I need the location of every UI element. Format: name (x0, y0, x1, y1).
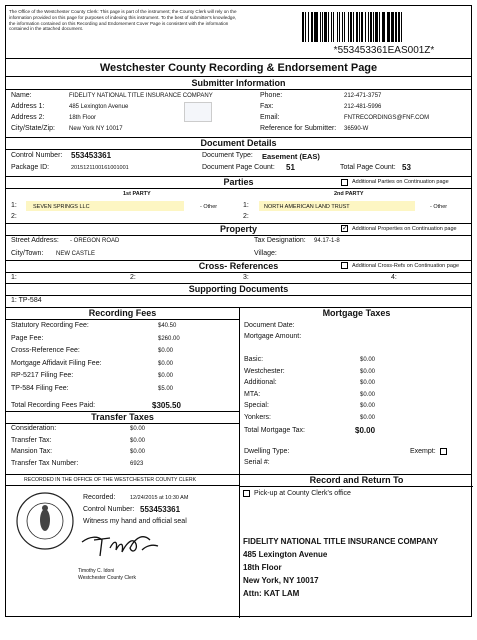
first-party-label: 1st PARTY (123, 191, 151, 197)
crossref-continuation-label: Additional Cross-Refs on Continuation page (352, 263, 460, 269)
clerk-signature-icon (80, 530, 160, 560)
recording-fees-heading: Recording Fees (88, 308, 157, 318)
submitter-city: New York NY 10017 (69, 126, 123, 132)
signature-text (84, 531, 91, 532)
rec-value-1: $260.00 (158, 335, 180, 342)
rec-label-1: Page Fee: (11, 334, 44, 342)
dwelling-type-label: Dwelling Type: (244, 448, 290, 455)
rec-value-2: $0.00 (158, 348, 174, 354)
total-pages: 53 (402, 163, 411, 172)
package-id: 2015121100161001001 (71, 165, 129, 171)
pickup-label: Pick-up at County Clerk's office (254, 490, 351, 497)
submitter-name: FIDELITY NATIONAL TITLE INSURANCE COMPANY (69, 93, 213, 99)
control-number: 553453361 (71, 151, 112, 160)
second-party-other: - Other (430, 204, 448, 210)
submitter-address2: 18th Floor (69, 115, 97, 121)
crossref-heading: Cross- References (198, 261, 279, 271)
mort-label-0: Basic: (244, 356, 264, 363)
address1-label: Address 1: (11, 103, 45, 110)
street-label: Street Address: (11, 237, 59, 244)
total-pages-label: Total Page Count: (340, 164, 396, 171)
mort-label-5: Yonkers: (244, 413, 271, 421)
tax-designation-label: Tax Designation: (254, 237, 306, 244)
submitter-email: FNTRECORDINGS@FNF.COM (344, 115, 430, 121)
doc-type: Easement (EAS) (262, 152, 320, 161)
transfer-taxes-heading: Transfer Taxes (91, 412, 154, 422)
party1-num1: 1: (11, 202, 17, 209)
xfer-label-1: Transfer Tax: (11, 436, 52, 444)
fax-label: Fax: (260, 103, 274, 110)
email-label: Email: (260, 114, 280, 121)
second-party-label: 2nd PARTY (334, 191, 364, 197)
clerk-name: Timothy C. Idoni (78, 568, 115, 574)
rec-value-0: $40.50 (158, 323, 177, 329)
phone-label: Phone: (260, 92, 283, 99)
mort-label-1: Westchester: (244, 367, 285, 375)
mort-value-2: $0.00 (360, 380, 376, 386)
name-label: Name: (11, 92, 32, 99)
total-mortgage-label: Total Mortgage Tax: (244, 427, 305, 434)
xfer-value-1: $0.00 (130, 437, 146, 444)
county-seal-icon (15, 491, 75, 551)
mort-value-5: $0.00 (360, 414, 376, 421)
doc-pages-label: Document Page Count: (202, 164, 275, 171)
serial-label: Serial #: (244, 459, 270, 466)
address2-label: Address 2: (11, 114, 45, 121)
mort-value-1: $0.00 (360, 368, 376, 375)
parties-heading: Parties (223, 177, 254, 187)
mort-label-2: Additional: (244, 379, 277, 386)
tax-designation: 94.17-1-8 (314, 238, 340, 244)
exempt-label: Exempt: (410, 448, 436, 455)
rec-label-2: Cross-Reference Fee: (11, 347, 80, 354)
crossref-4: 4: (391, 274, 397, 281)
crossref-continuation-checkbox[interactable] (341, 262, 348, 269)
witness-text: Witness my hand and official seal (83, 518, 187, 525)
return-line4: New York, NY 10017 (243, 576, 319, 585)
supporting-heading: Supporting Documents (188, 284, 289, 294)
crossref-1: 1: (11, 274, 17, 281)
header-notice: The Office of the Westchester County Clerk: This page is part of the instrument; the County Clerk will rely on the information provided on this page for purposes of indexing this instrument. To the best of submitter's knowledge, the information contained on this Recording and Endorsement Cover Page is consistent with the information contained in the attached document. (9, 9, 237, 32)
mort-label-4: Special: (244, 402, 269, 409)
clerk-title: Westchester County Clerk (78, 575, 136, 581)
xfer-label-3: Transfer Tax Number: (11, 459, 79, 467)
return-heading: Record and Return To (309, 475, 404, 485)
first-party-other: - Other (200, 204, 218, 210)
recorded-control-label: Control Number: (83, 506, 135, 513)
xfer-value-0: $0.00 (130, 426, 146, 432)
submitter-phone: 212-471-3757 (344, 93, 382, 99)
rec-value-3: $0.00 (158, 360, 174, 367)
rec-label-5: TP-584 Filing Fee: (11, 384, 69, 392)
rec-label-3: Mortgage Affidavit Filing Fee: (11, 359, 102, 367)
rec-label-0: Statutory Recording Fee: (11, 322, 89, 329)
parties-continuation-label: Additional Parties on Continuation page (352, 179, 449, 185)
submitter-heading: Submitter Information (191, 78, 286, 88)
party1-num2: 2: (11, 213, 17, 220)
crossref-3: 3: (243, 274, 249, 281)
xfer-label-2: Mansion Tax: (11, 448, 53, 455)
street-address: - OREGON ROAD (70, 238, 120, 244)
total-recording-fees: $305.50 (152, 401, 181, 410)
return-line2: 485 Lexington Avenue (243, 550, 328, 559)
mort-label-3: MTA: (244, 390, 261, 398)
doc-type-label: Document Type: (202, 152, 253, 159)
rec-value-4: $0.00 (158, 373, 174, 379)
total-mortgage-tax: $0.00 (355, 426, 376, 435)
property-continuation-label: Additional Properties on Continuation page (352, 226, 457, 232)
barcode (302, 12, 466, 42)
parties-continuation-checkbox[interactable] (341, 179, 348, 186)
xfer-value-3: 6923 (130, 460, 144, 467)
mort-value-4: $0.00 (360, 403, 376, 409)
recorded-label: Recorded: (83, 494, 116, 501)
doc-pages: 51 (286, 163, 295, 172)
crossref-2: 2: (130, 274, 136, 281)
xfer-value-2: $0.00 (130, 449, 146, 455)
control-label: Control Number: (11, 152, 63, 159)
recorded-control-number: 553453361 (140, 505, 181, 514)
property-continuation-checkbox[interactable]: ✓ (342, 225, 348, 232)
submitter-address1: 485 Lexington Avenue (69, 104, 129, 110)
submitter-fax: 212-481-5996 (344, 104, 382, 110)
city-town-label: City/Town: (11, 250, 44, 257)
total-recording-label: Total Recording Fees Paid: (11, 402, 96, 409)
seal-text (24, 536, 39, 537)
property-heading: Property (219, 224, 257, 234)
mortgage-taxes-heading: Mortgage Taxes (322, 308, 391, 318)
rec-label-4: RP-5217 Filing Fee: (11, 372, 74, 379)
village-label: Village: (254, 250, 277, 257)
city-town: NEW CASTLE (56, 251, 96, 257)
reference-label: Reference for Submitter: (260, 125, 337, 132)
page-title: Westchester County Recording & Endorsement Page (99, 62, 378, 74)
return-line5: Attn: KAT LAM (243, 589, 300, 598)
submitter-logo-icon (184, 102, 212, 122)
party2-num2: 2: (243, 213, 249, 220)
recording-page (5, 5, 472, 617)
package-label: Package ID: (11, 164, 50, 171)
document-heading: Document Details (200, 138, 277, 148)
xfer-label-0: Consideration: (11, 425, 57, 432)
return-line3: 18th Floor (243, 563, 282, 572)
exempt-checkbox[interactable] (440, 448, 447, 455)
supporting-item-1: 1: TP-584 (11, 297, 42, 304)
recorded-heading: RECORDED IN THE OFFICE OF THE WESTCHESTER COUNTY CLERK (24, 477, 197, 483)
mort-value-0: $0.00 (360, 357, 376, 363)
pickup-checkbox[interactable] (243, 490, 250, 497)
city-label: City/State/Zip: (11, 125, 55, 132)
barcode-text: *553453361EAS001Z* (333, 45, 435, 56)
second-party-name: NORTH AMERICAN LAND TRUST (264, 204, 350, 210)
rec-value-5: $5.00 (158, 385, 174, 392)
first-party-name: SEVEN SPRINGS LLC (33, 204, 90, 210)
recorded-datetime: 12/24/2015 at 10:30 AM (130, 495, 189, 501)
party2-num1: 1: (243, 202, 249, 209)
mort-value-3: $0.00 (360, 391, 376, 398)
document-date-label: Document Date: (244, 322, 295, 329)
submitter-reference: 36590-W (344, 126, 369, 132)
return-line1: FIDELITY NATIONAL TITLE INSURANCE COMPANY (243, 537, 438, 546)
mortgage-amount-label: Mortgage Amount: (244, 333, 302, 340)
